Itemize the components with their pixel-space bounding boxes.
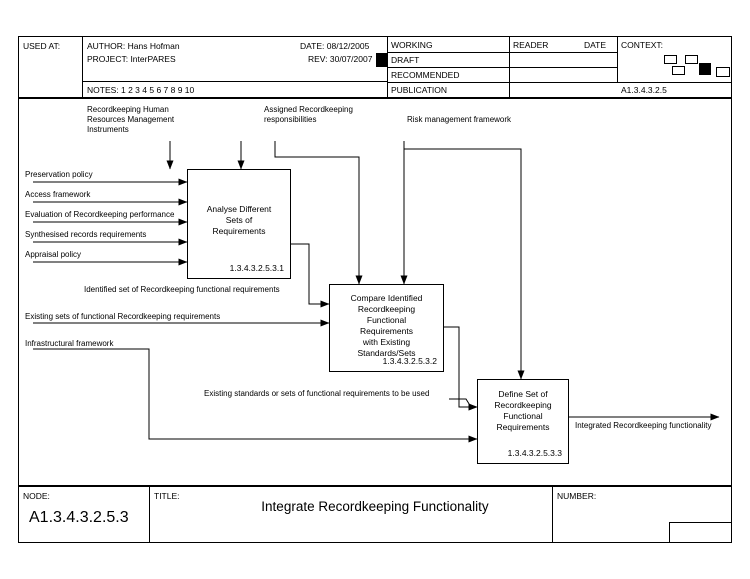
footer-divider-2	[552, 487, 553, 542]
box-title-line-3: Requirements	[212, 226, 266, 236]
diagram-title: Integrate Recordkeeping Functionality	[261, 499, 489, 514]
box-title-line-4: Requirements	[360, 326, 413, 336]
footer-number-line	[669, 522, 732, 523]
header-divider-1	[82, 37, 83, 97]
context-shape-2	[685, 55, 698, 64]
box-title-line-2: Sets of	[225, 215, 253, 225]
box-title-line-4: Requirements	[496, 422, 550, 432]
project-line: PROJECT: InterPARES	[87, 54, 176, 64]
control-line-3: Instruments	[87, 125, 129, 134]
input-label-appraisal-policy: Appraisal policy	[25, 250, 82, 259]
activity-box-define-set-of-recordkeeping-functional-requirements[interactable]	[477, 379, 569, 464]
input-label-infrastructural-framework: Infrastructural framework	[25, 339, 114, 348]
context-number: A1.3.4.3.2.5	[621, 85, 667, 95]
status-row-line-1	[387, 52, 617, 53]
box-number: 1.3.4.3.2.5.3.2	[382, 356, 437, 366]
box-title-line-2: Recordkeeping	[357, 304, 416, 314]
box-number: 1.3.4.3.2.5.3.1	[229, 263, 284, 273]
control-label-recordkeeping-human-resources	[87, 105, 207, 135]
context-number-separator	[617, 82, 732, 83]
box-title-line-3: Functional	[503, 411, 543, 421]
output-label-integrated-recordkeeping-functionality: Integrated Recordkeeping functionality	[575, 421, 712, 430]
number-label: NUMBER:	[557, 491, 597, 501]
input-label-evaluation-of-recordkeeping-performance: Evaluation of Recordkeeping performance	[25, 210, 175, 219]
status-draft: DRAFT	[391, 55, 420, 65]
title-label: TITLE:	[154, 491, 180, 501]
used-at-label: USED AT:	[23, 41, 61, 51]
control-line-1: Assigned Recordkeeping	[264, 105, 353, 114]
input-label-synthesised-records-requirements: Synthesised records requirements	[25, 230, 147, 239]
flow-label-existing-standards-or-sets: Existing standards or sets of functional requirements to be used	[204, 389, 430, 398]
date-column-label: DATE	[584, 40, 607, 50]
author-line: AUTHOR: Hans Hofman	[87, 41, 180, 51]
status-working: WORKING	[391, 40, 433, 50]
activity-box-analyse-different-sets-of-requirements[interactable]	[187, 169, 291, 279]
control-line-2: Resources Management	[87, 115, 175, 124]
node-label: NODE:	[23, 491, 50, 501]
date-line: DATE: 08/12/2005	[300, 41, 370, 51]
box-title-line-5: with Existing	[362, 337, 411, 347]
box-title-line-1: Compare Identified	[350, 293, 423, 303]
flow-label-identified-set-of-recordkeeping-functional-requirements: Identified set of Recordkeeping functional requirements	[84, 285, 280, 294]
box-number: 1.3.4.3.2.5.3.3	[507, 448, 562, 458]
node-value: A1.3.4.3.2.5.3	[29, 509, 129, 526]
context-shape-1	[664, 55, 677, 64]
footer-number-vline	[669, 522, 670, 542]
box-title-line-3: Functional	[366, 315, 407, 325]
context-shape-3	[672, 66, 685, 75]
control-label-assigned-responsibilities	[264, 105, 394, 125]
context-shape-4	[716, 67, 730, 77]
notes-separator	[82, 81, 387, 82]
status-row-line-3	[387, 82, 617, 83]
control-label-risk-management-framework: Risk management framework	[407, 115, 512, 124]
header-band	[18, 36, 732, 98]
status-marker	[376, 53, 388, 67]
diagram-canvas	[18, 98, 732, 486]
box-title-line-6: Standards/Sets	[357, 348, 416, 358]
input-label-preservation-policy: Preservation policy	[25, 170, 93, 179]
reader-label: READER	[513, 40, 549, 50]
input-label-existing-sets-of-functional-recordkeeping-requirements: Existing sets of functional Recordkeeping requirements	[25, 312, 221, 321]
box-title-line-2: Recordkeeping	[494, 400, 552, 410]
context-label: CONTEXT:	[621, 40, 664, 50]
footer-divider-1	[149, 487, 150, 542]
activity-box-compare-identified-recordkeeping-functional-requirements[interactable]	[329, 284, 444, 372]
status-publication: PUBLICATION	[391, 85, 448, 95]
rev-line: REV: 30/07/2007	[308, 54, 373, 64]
status-recommended: RECOMMENDED	[391, 70, 460, 80]
box-title-line-1: Define Set of	[498, 389, 548, 399]
box-title-line-1: Analyse Different	[206, 204, 272, 214]
status-row-line-2	[387, 67, 617, 68]
footer-band	[18, 486, 732, 543]
context-shape-current	[699, 63, 711, 75]
header-divider-4	[617, 37, 618, 82]
notes-line: NOTES: 1 2 3 4 5 6 7 8 9 10	[87, 85, 195, 95]
input-label-access-framework: Access framework	[25, 190, 91, 199]
control-line-1: Recordkeeping Human	[87, 105, 169, 114]
control-line-2: responsibilities	[264, 115, 317, 124]
